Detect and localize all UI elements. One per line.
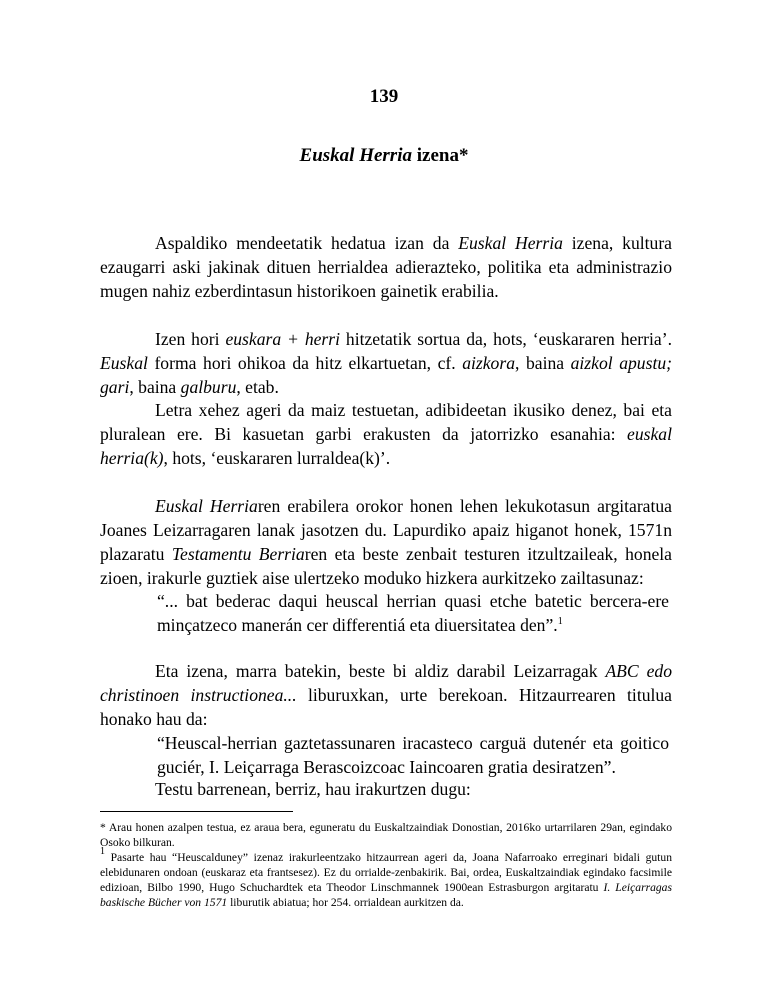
para2-run-2: hitzetatik sortua da, hots, ‘euskararen herria’. [340, 329, 672, 349]
para2-run-9: galburu [180, 377, 237, 397]
para4-run-2: Testamentu Berria [171, 544, 305, 564]
para2-run-3: Euskal [100, 353, 148, 373]
para4-run-0: Euskal Herria [155, 496, 258, 516]
para3-run-1: euskal herria(k) [100, 424, 672, 468]
footnote1-run-1: Pasarte hau “Heuscalduney” izenaz irakurleentzako hitzaurrean ageri da, Joana Nafarroako erreginari bidali gutun elebidunaren ondoan (euskaraz eta frantsesez). Ez du orrialde-zenbakirik. Bai, ordea, Euskaltzaindiak egindako facsimile edizioan, Bilbo 1990, Hugo Schuchardtek eta Theodor Linschmannek 1900ean Estrasburgon argitaratu [100, 851, 672, 894]
para5-run-0: Eta izena, marra batekin, beste bi aldiz darabil Leizarragak [155, 661, 606, 681]
para2-run-6: , baina [515, 353, 571, 373]
paragraph-2-text [100, 327, 672, 399]
paragraph-5 [100, 659, 672, 731]
footnote-separator [100, 811, 293, 812]
para2-run-5: aizkora [462, 353, 515, 373]
para5-run-1: ABC edo christinoen instructionea... [100, 661, 673, 705]
para1-run-1: Euskal Herria [458, 233, 563, 253]
paragraph-3-text [100, 398, 672, 470]
para3-run-0: Letra xehez ageri da maiz testuetan, adibideetan ikusiko denez, bai eta pluralean ere. Bi kasuetan garbi erakusten da jatorrizko esanahia: [100, 400, 672, 444]
paragraph-2 [100, 327, 672, 399]
para3-run-2: , hots, ‘euskararen lurraldea(k)’. [163, 448, 391, 468]
page-number: 139 [369, 86, 399, 107]
para2-run-4: forma hori ohikoa da hitz elkartuetan, cf. [147, 353, 463, 373]
para4-run-3: ren eta beste zenbait testuren itzultzaileak, honela zioen, irakurle guztiek aise ulertzeko moduko hizkera aurkitzeko zailtasunaz: [100, 544, 672, 588]
title-italic: Euskal Herria [299, 145, 412, 166]
para2-run-0: Izen hori [155, 329, 226, 349]
para2-run-7: aizkol apustu; gari [100, 353, 672, 397]
para1-run-0: Aspaldiko mendeetatik hedatua izan da [155, 233, 459, 253]
paragraph-1-text [100, 231, 672, 303]
footnote1-run-2: I. Leiçarragas baskische Bücher von 1571 [100, 881, 672, 909]
para2-run-1: euskara + herri [225, 329, 341, 349]
paragraph-1 [100, 231, 672, 303]
paragraph-4 [100, 494, 672, 590]
page-title [0, 145, 768, 167]
paragraph-6 [100, 777, 672, 801]
quote-1-text: “... bat bederac daqui heuscal herrian quasi etche batetic bercera-ere minçatzeco manerán cer differentiá eta diuersitatea den”. [157, 591, 669, 635]
footnote-ref-1: 1 [557, 616, 563, 627]
para1-run-2: izena, kultura ezaugarri aski jakinak dituen herrialdea adierazteko, politika eta administrazio mugen nahiz ezberdintasun historikoen gainetik erabilia. [100, 233, 672, 301]
para2-run-10: , etab. [236, 377, 279, 397]
para4-run-1: ren erabilera orokor honen lehen lekukotasun argitaratua Joanes Leizarragaren lanak jasotzen du. Lapurdiko apaiz higanot honek, 1571n plazaratu [100, 496, 672, 564]
footnote1-run-3: liburutik abiatua; hor 254. orrialdean aurkitzen da. [227, 896, 464, 909]
quote-2: “Heuscal-herrian gaztetassunaren iracasteco carguä dutenér eta goitico guciér, I. Leiçarraga Berascoizcoac Iaincoaren gratia desiratzen”. [157, 733, 669, 777]
footnote1-run-0: 1 [100, 846, 105, 857]
paragraph-3 [100, 398, 672, 470]
footnote-star: * Arau honen azalpen testua, ez araua bera, eguneratu du Euskaltzaindiak Donostian, 2016ko urtarrilaren 29an, egindako Osoko bilkuran. [100, 821, 672, 849]
footnote-1 [100, 846, 672, 910]
title-plain: izena* [411, 145, 469, 166]
paragraph-6-text: Testu barrenean, berriz, hau irakurtzen dugu: [155, 779, 471, 799]
para5-run-2: liburuxkan, urte berekoan. Hitzaurrearen titulua honako hau da: [100, 685, 672, 729]
paragraph-5-text [100, 659, 672, 731]
quote-1 [157, 589, 669, 637]
para2-run-8: , baina [129, 377, 181, 397]
paragraph-4-text [100, 494, 672, 590]
